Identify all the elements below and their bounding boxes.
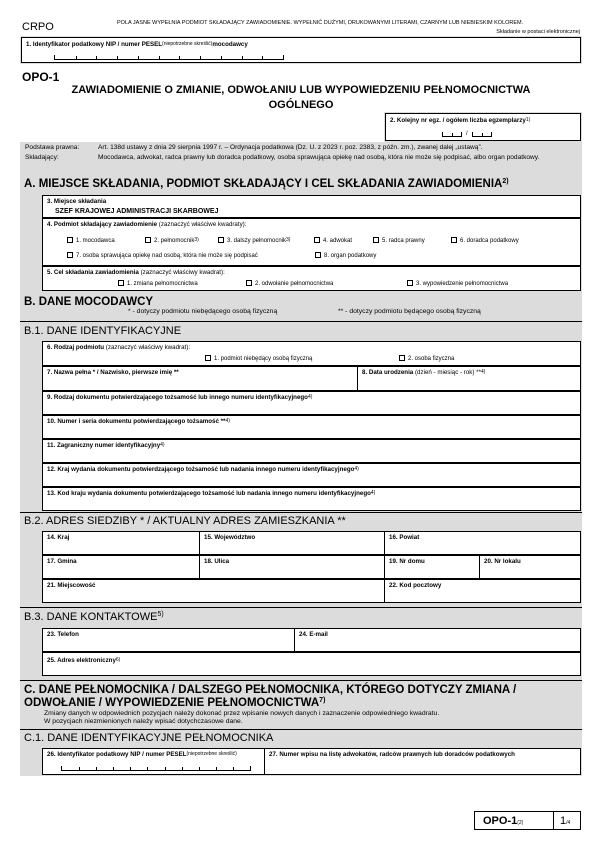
footer-page-number: 1/4 <box>560 815 571 827</box>
checkbox[interactable] <box>399 355 405 361</box>
section-a-title: A. MIEJSCE SKŁADANIA, PODMIOT SKŁADAJĄCY I CEL SKŁADANIA ZAWIADOMIENIA$^{2)}$ <box>24 178 509 190</box>
field-3-value: SZEF KRAJOWEJ ADMINISTRACJI SKARBOWEJ <box>55 208 219 215</box>
checkbox[interactable] <box>67 252 73 258</box>
field-12-box[interactable] <box>42 463 581 487</box>
checkbox[interactable] <box>218 237 224 243</box>
field-22-box[interactable] <box>384 579 581 603</box>
field-7-label: 7. Nazwa pełna * / Nazwisko, pierwsze imię ** <box>47 369 179 376</box>
field-18-label: 18. Ulica <box>204 558 230 565</box>
field-8-box[interactable] <box>357 366 581 391</box>
footer-form-code: OPO-1(2) <box>483 815 524 827</box>
filer-option-dalszy-pelnomocnik[interactable]: 3. dalszy pełnomocnik$^{3)}$ <box>218 237 290 244</box>
copy-number-boxes[interactable] <box>442 132 462 137</box>
field-15-box[interactable] <box>199 531 385 555</box>
form-title-line2: OGÓLNEGO <box>268 99 334 111</box>
checkbox[interactable] <box>205 355 211 361</box>
filer-option-radca-prawny[interactable]: 5. radca prawny <box>373 237 425 244</box>
field-22-label: 22. Kod pocztowy <box>389 582 442 589</box>
field-9-label: 9. Rodzaj dokumentu potwierdzającego tożsamość lub innego numeru identyfikacyjnego$^{4)}$ <box>47 394 313 401</box>
filer-label: Składający: <box>25 154 59 161</box>
section-b-note-person: ** - dotyczy podmiotu będącego osobą fizyczną <box>338 308 481 315</box>
section-c-title-line2: ODWOŁANIE / WYPOWIEDZENIE PEŁNOMOCNICTWA$^{7)}$ <box>24 697 326 709</box>
field-2-label: 2. Kolejny nr egz. / ogółem liczba egzemplarzy$^{1)}$ <box>390 117 531 124</box>
footer-form-code-box <box>474 811 554 830</box>
field-19-label: 19. Nr domu <box>389 558 425 565</box>
section-b3-title: B.3. DANE KONTAKTOWE$^{5)}$ <box>24 611 164 623</box>
nip-digit-boxes[interactable] <box>54 55 284 60</box>
attorney-nip-digit-boxes[interactable] <box>61 766 251 771</box>
field-13-label: 13. Kod kraju wydania dokumentu potwierdzającego tożsamość lub nadania innego numeru identyfikacyjnego$^{4)}$ <box>47 490 376 497</box>
section-b1-title: B.1. DANE IDENTYFIKACYJNE <box>24 325 182 337</box>
checkbox[interactable] <box>145 237 151 243</box>
field-21-label: 21. Miejscowość <box>47 582 96 589</box>
field-25-label: 25. Adres elektroniczny$^{6)}$ <box>47 657 121 664</box>
field-24-box[interactable] <box>294 628 581 652</box>
subject-option-person[interactable]: 2. osoba fizyczna <box>399 355 454 362</box>
field-6-label: 6. Rodzaj podmiotu (zaznaczyć właściwy kwadrat): <box>47 344 191 351</box>
field-11-label: 11. Zagraniczny numer identyfikacyjny$^{4)}$ <box>47 442 165 449</box>
field-4-label: 4. Podmiot składający zawiadomienie (zaznaczyć właściwe kwadraty): <box>47 221 247 228</box>
checkbox[interactable] <box>451 237 457 243</box>
field-12-label: 12. Kraj wydania dokumentu potwierdzającego tożsamość lub nadania innego numeru identyfikacyjnego$^{4)}$ <box>47 466 359 473</box>
field-1-box[interactable] <box>21 37 581 63</box>
section-b2-title: B.2. ADRES SIEDZIBY * / AKTUALNY ADRES ZAMIESZKANIA ** <box>24 515 346 527</box>
field-1-label: 1. Identyfikator podatkowy NIP / numer $PESEL^{(niepotrzebne skreślić)}mocodawcy$ <box>26 41 248 48</box>
field-21-box[interactable] <box>42 579 385 603</box>
field-20-label: 20. Nr lokalu <box>484 558 521 565</box>
field-27-label: 27. Numer wpisu na listę adwokatów, radców prawnych lub doradców podatkowych <box>269 751 515 758</box>
field-11-box[interactable] <box>42 439 581 463</box>
form-code-crpo: CRPO <box>22 21 54 33</box>
field-25-box[interactable] <box>42 652 581 676</box>
fill-instructions: POLA JASNE WYPEŁNIA PODMIOT SKŁADAJĄCY ZAWIADOMIENIE. WYPEŁNIĆ DUŻYMI, DRUKOWANYMI LITERAMI, CZARNYM LUB NIEBIESKIM KOLOREM. <box>117 20 524 26</box>
checkbox[interactable] <box>314 237 320 243</box>
field-16-box[interactable] <box>384 531 581 555</box>
field-14-box[interactable] <box>42 531 200 555</box>
checkbox[interactable] <box>373 237 379 243</box>
field-17-label: 17. Gmina <box>47 558 77 565</box>
field-16-label: 16. Powiat <box>389 534 420 541</box>
footer-page-box <box>553 811 581 830</box>
filer-option-organ-podatkowy[interactable]: 8. organ podatkowy <box>315 252 376 259</box>
purpose-option-zmiana[interactable]: 1. zmiana pełnomocnictwa <box>118 280 198 287</box>
section-c-title-line1: C. DANE PEŁNOMOCNIKA / DALSZEGO PEŁNOMOCNIKA, KTÓREGO DOTYCZY ZMIANA / <box>24 684 517 696</box>
field-3-label: 3. Miejsce składania <box>47 198 107 205</box>
section-b-note-entity: * - dotyczy podmiotu niebędącego osobą fizyczną <box>128 308 278 315</box>
field-20-box[interactable] <box>479 555 581 579</box>
purpose-option-wypowiedzenie[interactable]: 3. wypowiedzenie pełnomocnictwa <box>407 280 508 287</box>
checkbox[interactable] <box>67 237 73 243</box>
field-26-box[interactable] <box>42 748 265 775</box>
section-c-note-1: Zmiany danych w odpowiednich pozycjach należy dokonać przez wpisanie nowych danych i zaznaczenie odpowiedniego kwadratu. <box>44 710 440 717</box>
filer-option-doradca-podatkowy[interactable]: 6. doradca podatkowy <box>451 237 519 244</box>
field-23-label: 23. Telefon <box>47 631 79 638</box>
copy-total-boxes[interactable] <box>472 132 492 137</box>
field-27-box[interactable] <box>264 748 581 775</box>
filer-option-opiekun[interactable]: 7. osoba sprawująca opiekę nad osobą, która nie może się podpisać <box>67 252 258 259</box>
filer-text: Mocodawca, adwokat, radca prawny lub doradca podatkowy, osoba sprawująca opiekę nad osobą, która nie może się podpisać, albo organ podatkowy. <box>98 154 540 161</box>
field-13-box[interactable] <box>42 487 581 511</box>
submission-mode: Składanie w postaci elektronicznej <box>496 29 580 35</box>
field-3-box <box>42 195 581 218</box>
checkbox[interactable] <box>407 280 413 286</box>
legal-basis-label: Podstawa prawna: <box>25 144 80 151</box>
field-26-label: 26. Identyfikator podatkowy NIP / numer $PESEL^{(niepotrzebne skreślić)}$ <box>47 751 237 758</box>
filer-option-mocodawca[interactable]: 1. mocodawca <box>67 237 115 244</box>
field-10-box[interactable] <box>42 415 581 439</box>
field-2-box[interactable]: 2. Kolejny nr egz. / ogółem liczba egzemplarzy$^{1)}$ / <box>385 113 581 141</box>
checkbox[interactable] <box>315 252 321 258</box>
form-title-line1: ZAWIADOMIENIE O ZMIANIE, ODWOŁANIU LUB WYPOWIEDZENIU PEŁNOMOCNICTWA <box>71 84 531 96</box>
purpose-option-odwolanie[interactable]: 2. odwołanie pełnomocnictwa <box>246 280 333 287</box>
field-5-box <box>42 266 581 291</box>
field-19-box[interactable] <box>384 555 480 579</box>
field-8-label: 8. Data urodzenia (dzień - miesiąc - rok) **$^{4)}$ <box>362 369 486 376</box>
field-15-label: 15. Województwo <box>204 534 256 541</box>
field-9-box[interactable] <box>42 391 581 415</box>
field-24-label: 24. E-mail <box>299 631 328 638</box>
field-7-box[interactable] <box>42 366 358 391</box>
field-14-label: 14. Kraj <box>47 534 70 541</box>
form-code: OPO-1 <box>22 70 60 84</box>
checkbox[interactable] <box>246 280 252 286</box>
field-6-box <box>42 341 581 366</box>
section-b-title: B. DANE MOCODAWCY <box>24 296 154 308</box>
field-10-label: 10. Numer i seria dokumentu potwierdzającego tożsamość **$^{4)}$ <box>47 418 230 425</box>
checkbox[interactable] <box>118 280 124 286</box>
section-c1-title: C.1. DANE IDENTYFIKACYJNE PEŁNOMOCNIKA <box>24 732 274 744</box>
filer-option-adwokat[interactable]: 4. adwokat <box>314 237 352 244</box>
section-c-note-2: W pozycjach niezmienionych należy wpisać dotychczasowe dane. <box>44 718 243 725</box>
subject-option-entity[interactable]: 1. podmiot niebędący osobą fizyczną <box>205 355 312 362</box>
field-5-label: 5. Cel składania zawiadomienia (zaznaczyć właściwy kwadrat): <box>47 269 225 276</box>
field-17-box[interactable] <box>42 555 200 579</box>
field-18-box[interactable] <box>199 555 385 579</box>
legal-basis-text: Art. 138d ustawy z dnia 29 sierpnia 1997 r. – Ordynacja podatkowa (Dz. U. z 2023 r. poz. 2383, z późn. zm.), zwanej dalej „ustawą”. <box>98 144 483 151</box>
filer-option-pelnomocnik[interactable]: 2. pełnomocnik$^{3)}$ <box>145 237 199 244</box>
field-23-box[interactable] <box>42 628 295 652</box>
field-4-box <box>42 218 581 266</box>
